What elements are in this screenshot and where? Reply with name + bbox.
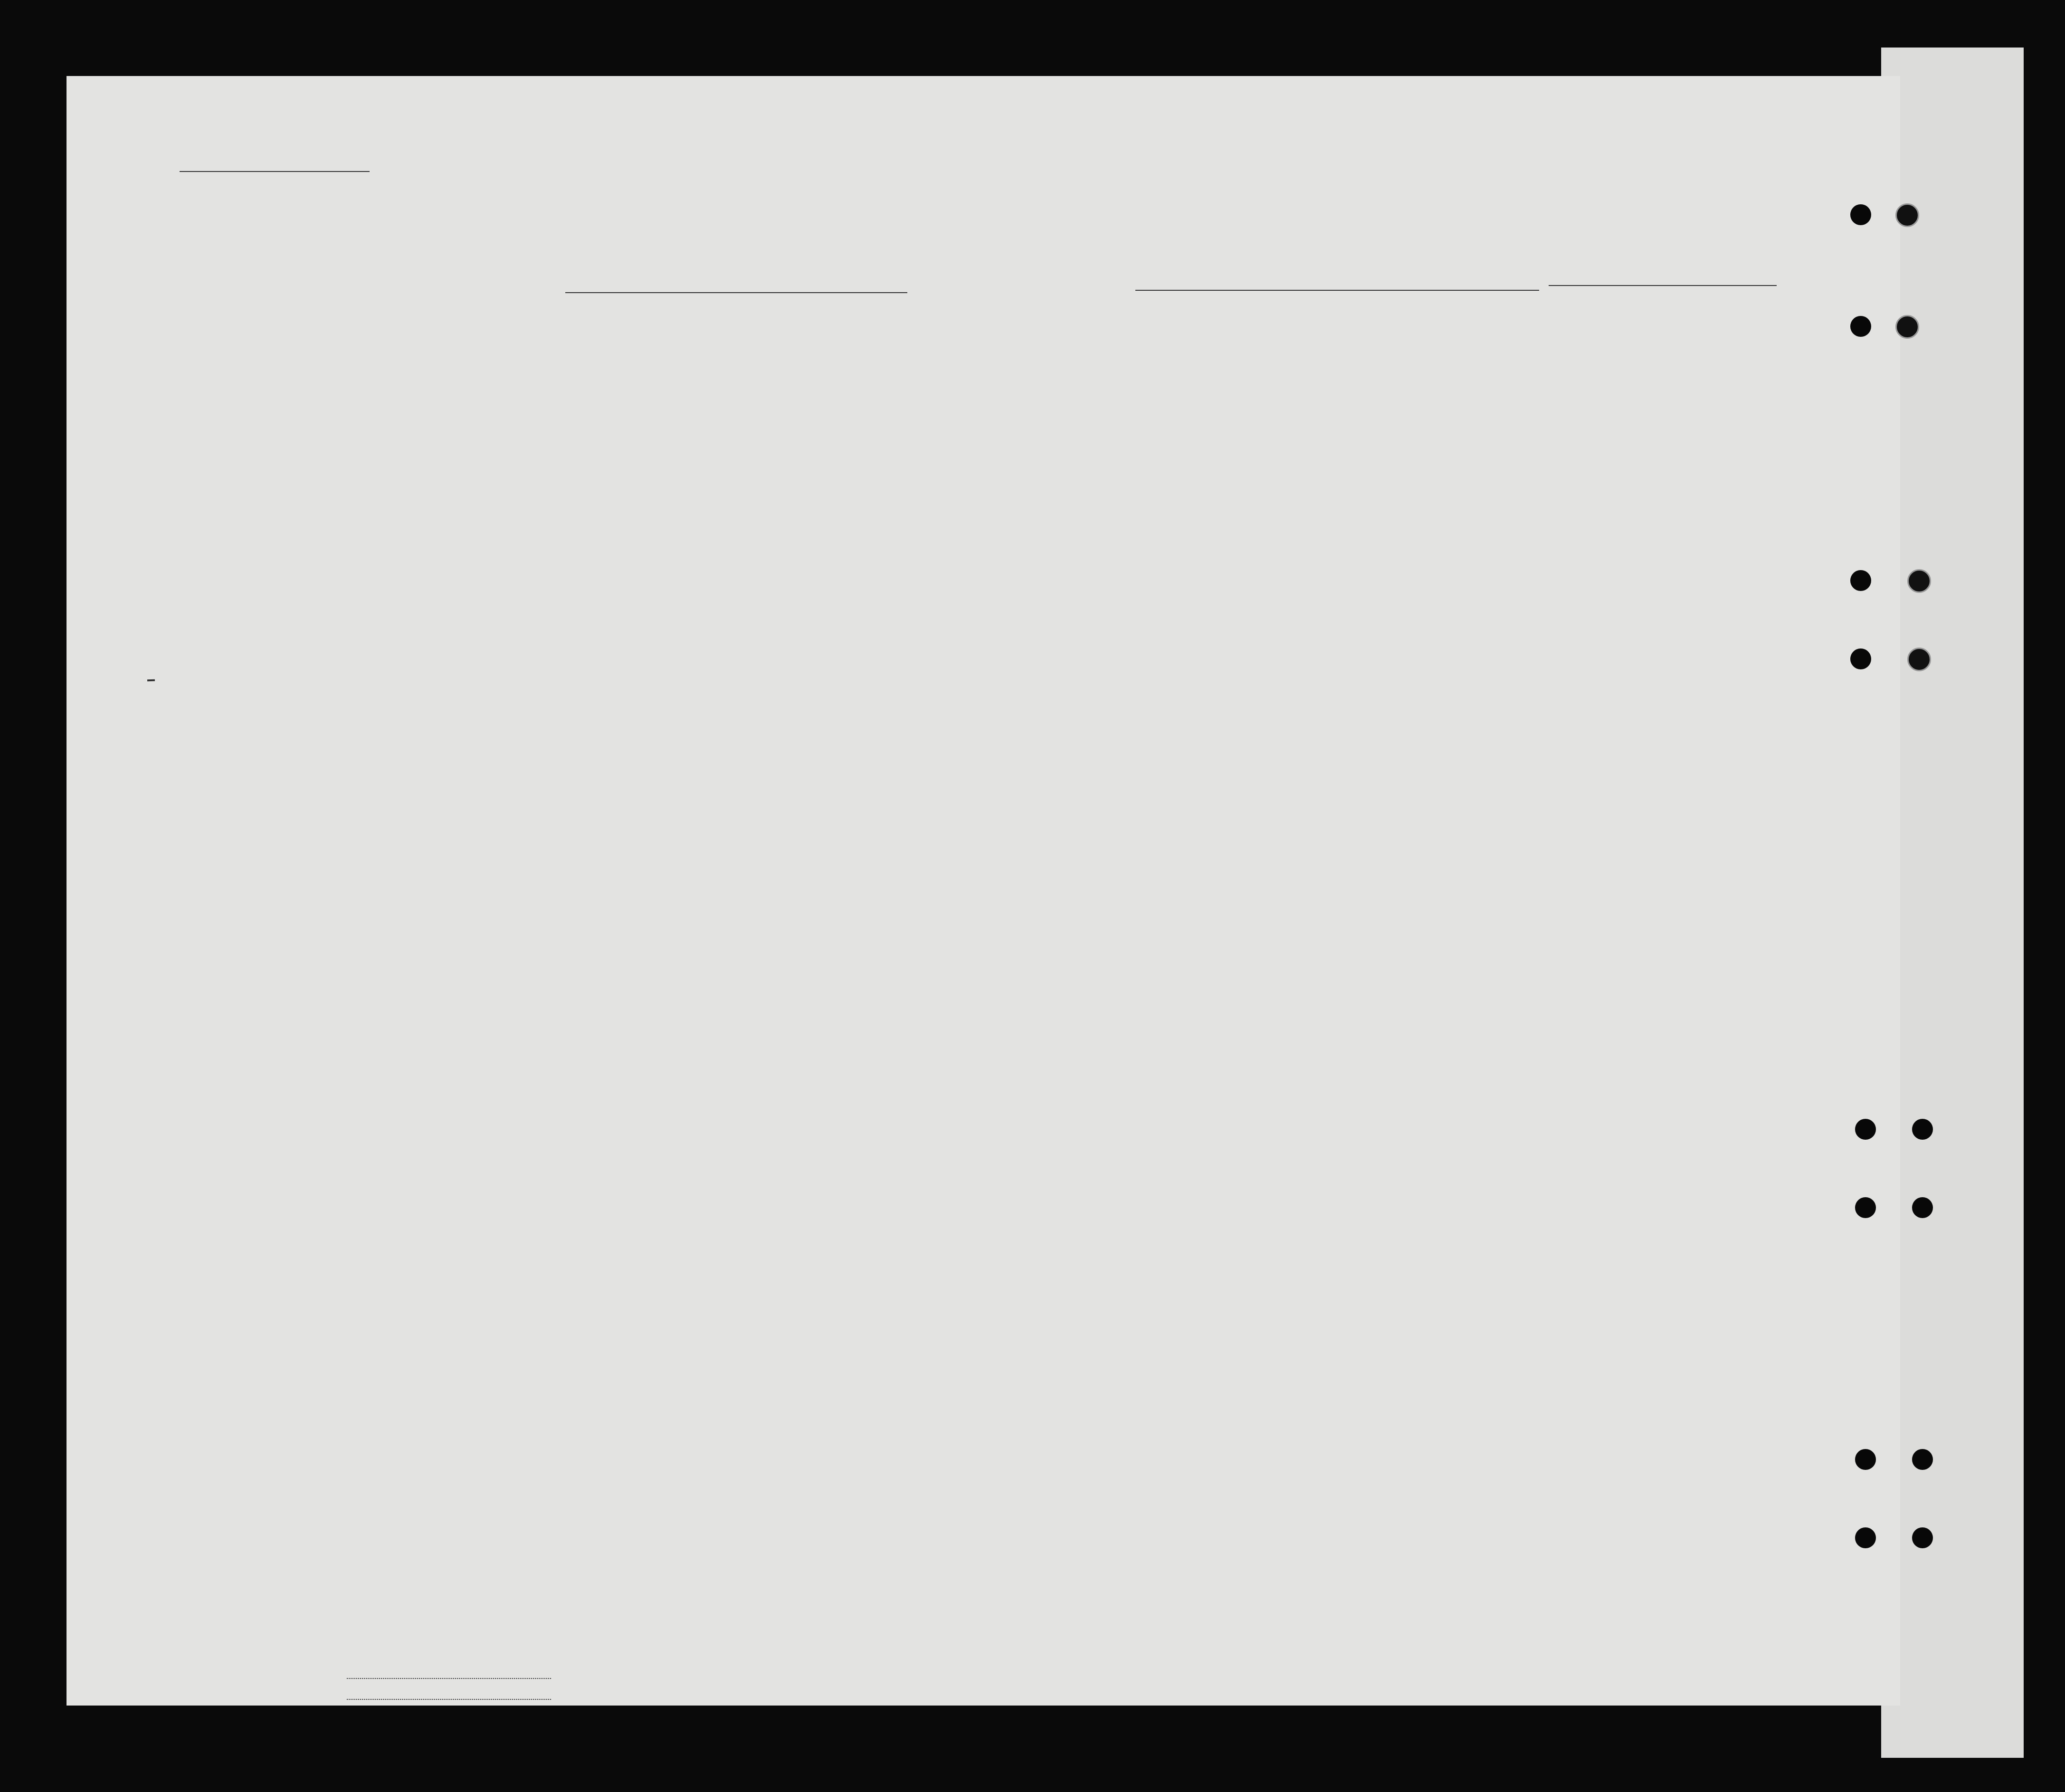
punch-hole (1855, 1527, 1876, 1548)
punch-hole (1907, 569, 1931, 593)
punch-hole (1855, 1197, 1876, 1218)
punch-hole (1907, 648, 1931, 671)
punch-hole (1912, 1527, 1933, 1548)
punch-hole (1855, 1119, 1876, 1140)
punch-hole (1855, 1449, 1876, 1470)
manifest-sheet (67, 76, 1900, 1706)
punch-hole (1912, 1197, 1933, 1218)
punch-hole (1850, 316, 1871, 337)
punch-hole (1895, 315, 1919, 339)
under-16-stamp (147, 679, 155, 682)
punch-hole (1850, 570, 1871, 591)
punch-hole (1895, 203, 1919, 227)
manifest-table (67, 76, 1900, 1706)
adjacent-page (1881, 48, 2024, 1758)
total-passengers-dots (347, 1678, 551, 1679)
punch-hole (1850, 648, 1871, 669)
punch-hole (1912, 1119, 1933, 1140)
us-citizens-dots (347, 1699, 551, 1700)
punch-hole (1912, 1449, 1933, 1470)
punch-hole (1850, 204, 1871, 225)
